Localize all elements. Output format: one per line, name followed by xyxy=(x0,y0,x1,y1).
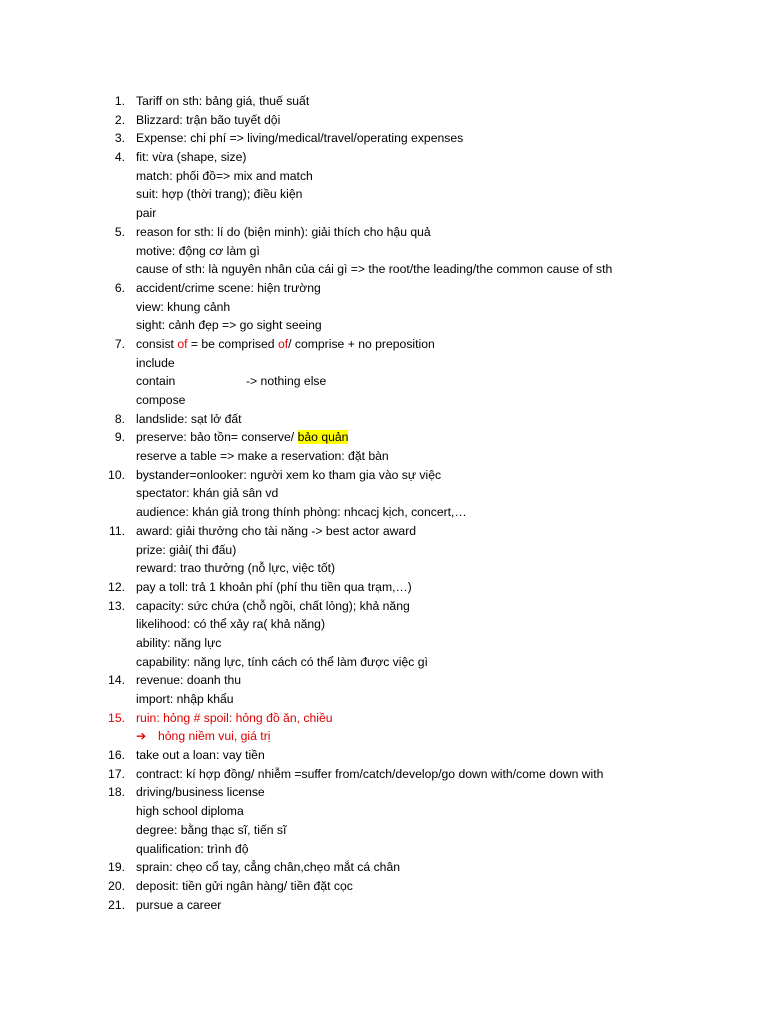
list-item xyxy=(0,428,768,447)
list-subitem xyxy=(0,447,768,466)
item-number: 19. xyxy=(108,860,125,875)
vocabulary-list xyxy=(0,92,768,914)
item-number: 17. xyxy=(108,766,125,781)
item-number: 14. xyxy=(108,673,125,688)
item-number: 8. xyxy=(114,411,125,426)
list-subitem xyxy=(0,372,768,391)
item-number: 13. xyxy=(108,598,125,613)
list-subitem xyxy=(0,298,768,317)
red-keyword: of xyxy=(277,336,289,351)
list-subitem xyxy=(0,354,768,373)
item-text: pursue a career xyxy=(136,897,222,912)
text-run: = be comprised xyxy=(187,336,278,351)
item-text: ruin: hỏng # spoil: hỏng đồ ăn, chiều xyxy=(136,710,333,725)
list-subitem xyxy=(0,185,768,204)
item-number: 10. xyxy=(108,467,125,482)
list-item xyxy=(0,410,768,429)
list-subitem xyxy=(0,316,768,335)
list-subitem xyxy=(0,167,768,186)
list-item xyxy=(0,92,768,111)
item-number: 16. xyxy=(108,748,125,763)
list-item xyxy=(0,877,768,896)
text-run: preserve: bảo tồn= conserve/ xyxy=(136,430,298,445)
item-text: match: phối đồ=> mix and match xyxy=(136,168,313,183)
list-item xyxy=(0,279,768,298)
item-text: landslide: sạt lở đất xyxy=(136,411,242,426)
list-subitem xyxy=(0,802,768,821)
list-item xyxy=(0,578,768,597)
item-text: import: nhập khẩu xyxy=(136,692,234,706)
list-item xyxy=(0,335,768,354)
item-text: degree: bằng thạc sĩ, tiến sĩ xyxy=(136,822,287,837)
item-text: capability: năng lực, tính cách có thể làm được việc gì xyxy=(136,654,428,669)
item-text: hỏng niềm vui, giá trị xyxy=(158,729,271,744)
item-number: 6. xyxy=(114,280,125,295)
item-number: 11. xyxy=(108,523,125,538)
list-item xyxy=(0,597,768,616)
item-text xyxy=(136,335,435,354)
list-item xyxy=(0,746,768,765)
item-text: audience: khán giả trong thính phòng: nhcacj kịch, concert,… xyxy=(136,505,467,520)
item-number: 4. xyxy=(114,150,125,165)
list-subitem xyxy=(0,690,768,709)
item-text: qualification: trình độ xyxy=(136,841,249,856)
list-item xyxy=(0,858,768,877)
item-number: 3. xyxy=(114,131,125,146)
list-subitem xyxy=(0,242,768,261)
text-run: / comprise + no preposition xyxy=(288,336,435,351)
item-text: fit: vừa (shape, size) xyxy=(136,150,247,165)
list-item xyxy=(0,111,768,130)
item-text: revenue: doanh thu xyxy=(136,673,242,688)
item-note: -> nothing else xyxy=(246,374,327,389)
item-text: spectator: khán giả sân vd xyxy=(136,486,279,501)
item-number: 12. xyxy=(108,579,125,594)
item-text: include xyxy=(136,355,175,370)
item-text: Expense: chi phí => living/medical/travel/operating expenses xyxy=(136,131,464,146)
list-subitem xyxy=(0,260,768,279)
text-run: consist xyxy=(136,336,178,351)
list-item xyxy=(0,671,768,690)
item-text: contract: kí hợp đồng/ nhiễm =suffer from/catch/develop/go down with/come down with xyxy=(136,766,604,781)
list-subitem xyxy=(0,653,768,672)
item-text: reserve a table => make a reservation: đặt bàn xyxy=(136,449,389,464)
list-subitem xyxy=(0,634,768,653)
list-item xyxy=(0,129,768,148)
list-subitem xyxy=(0,821,768,840)
item-number: 15. xyxy=(108,710,125,725)
list-item xyxy=(0,783,768,802)
list-item xyxy=(0,466,768,485)
list-item xyxy=(0,148,768,167)
item-number: 20. xyxy=(108,878,125,893)
list-subitem xyxy=(0,484,768,503)
item-text: Blizzard: trận bão tuyết dội xyxy=(136,112,281,127)
item-text: cause of sth: là nguyên nhân của cái gì => the root/the leading/the common cause of sth xyxy=(136,262,613,277)
arrow-right-icon: ➔ xyxy=(136,729,147,744)
item-text: reward: trao thưởng (nỗ lực, việc tốt) xyxy=(136,561,336,576)
list-item xyxy=(0,709,768,728)
list-subitem xyxy=(0,503,768,522)
item-text: capacity: sức chứa (chỗ ngồi, chất lỏng); khả năng xyxy=(136,598,410,613)
item-text: motive: động cơ làm gì xyxy=(136,243,260,258)
item-text: suit: hợp (thời trang); điều kiện xyxy=(136,187,303,202)
item-text: pay a toll: trả 1 khoản phí (phí thu tiền qua trạm,…) xyxy=(136,579,412,594)
item-text: Tariff on sth: bảng giá, thuế suất xyxy=(136,94,310,108)
list-subitem xyxy=(0,559,768,578)
item-text: reason for sth: lí do (biện minh): giải thích cho hậu quả xyxy=(136,224,431,239)
item-number: 1. xyxy=(114,94,125,108)
item-number: 2. xyxy=(114,112,125,127)
item-text: high school diploma xyxy=(136,804,244,819)
item-text: sprain: chẹo cổ tay, cẳng chân,chẹo mắt cá chân xyxy=(136,860,400,875)
item-text: sight: cảnh đẹp => go sight seeing xyxy=(136,318,322,333)
item-text: compose xyxy=(136,393,186,407)
item-number: 18. xyxy=(108,785,125,800)
item-number: 9. xyxy=(114,430,125,445)
list-subitem xyxy=(0,391,768,410)
item-text: contain xyxy=(136,374,176,389)
item-text: view: khung cảnh xyxy=(136,299,231,314)
item-text: prize: giải( thi đấu) xyxy=(136,542,237,557)
item-text: pair xyxy=(136,206,157,221)
list-subitem xyxy=(0,615,768,634)
red-keyword: of xyxy=(177,336,188,351)
list-subitem xyxy=(0,727,768,746)
item-text: bystander=onlooker: người xem ko tham gia vào sự việc xyxy=(136,467,442,482)
list-item xyxy=(0,765,768,784)
list-subitem xyxy=(0,204,768,223)
item-number: 21. xyxy=(108,897,125,912)
item-text: award: giải thưởng cho tài năng -> best actor award xyxy=(136,523,417,538)
list-subitem xyxy=(0,840,768,859)
item-text: likelihood: có thể xảy ra( khả năng) xyxy=(136,617,326,632)
list-item xyxy=(0,522,768,541)
item-text: accident/crime scene: hiện trường xyxy=(136,280,321,295)
item-text: driving/business license xyxy=(136,785,265,800)
item-text xyxy=(136,428,348,447)
item-number: 7. xyxy=(114,336,125,351)
list-subitem xyxy=(0,541,768,560)
list-item xyxy=(0,223,768,242)
highlighted-text: bảo quản xyxy=(297,430,349,445)
item-text: ability: năng lực xyxy=(136,635,222,650)
list-item xyxy=(0,896,768,915)
item-text: take out a loan: vay tiền xyxy=(136,748,265,763)
item-text: deposit: tiền gửi ngân hàng/ tiền đặt cọc xyxy=(136,878,353,893)
item-number: 5. xyxy=(114,224,125,239)
